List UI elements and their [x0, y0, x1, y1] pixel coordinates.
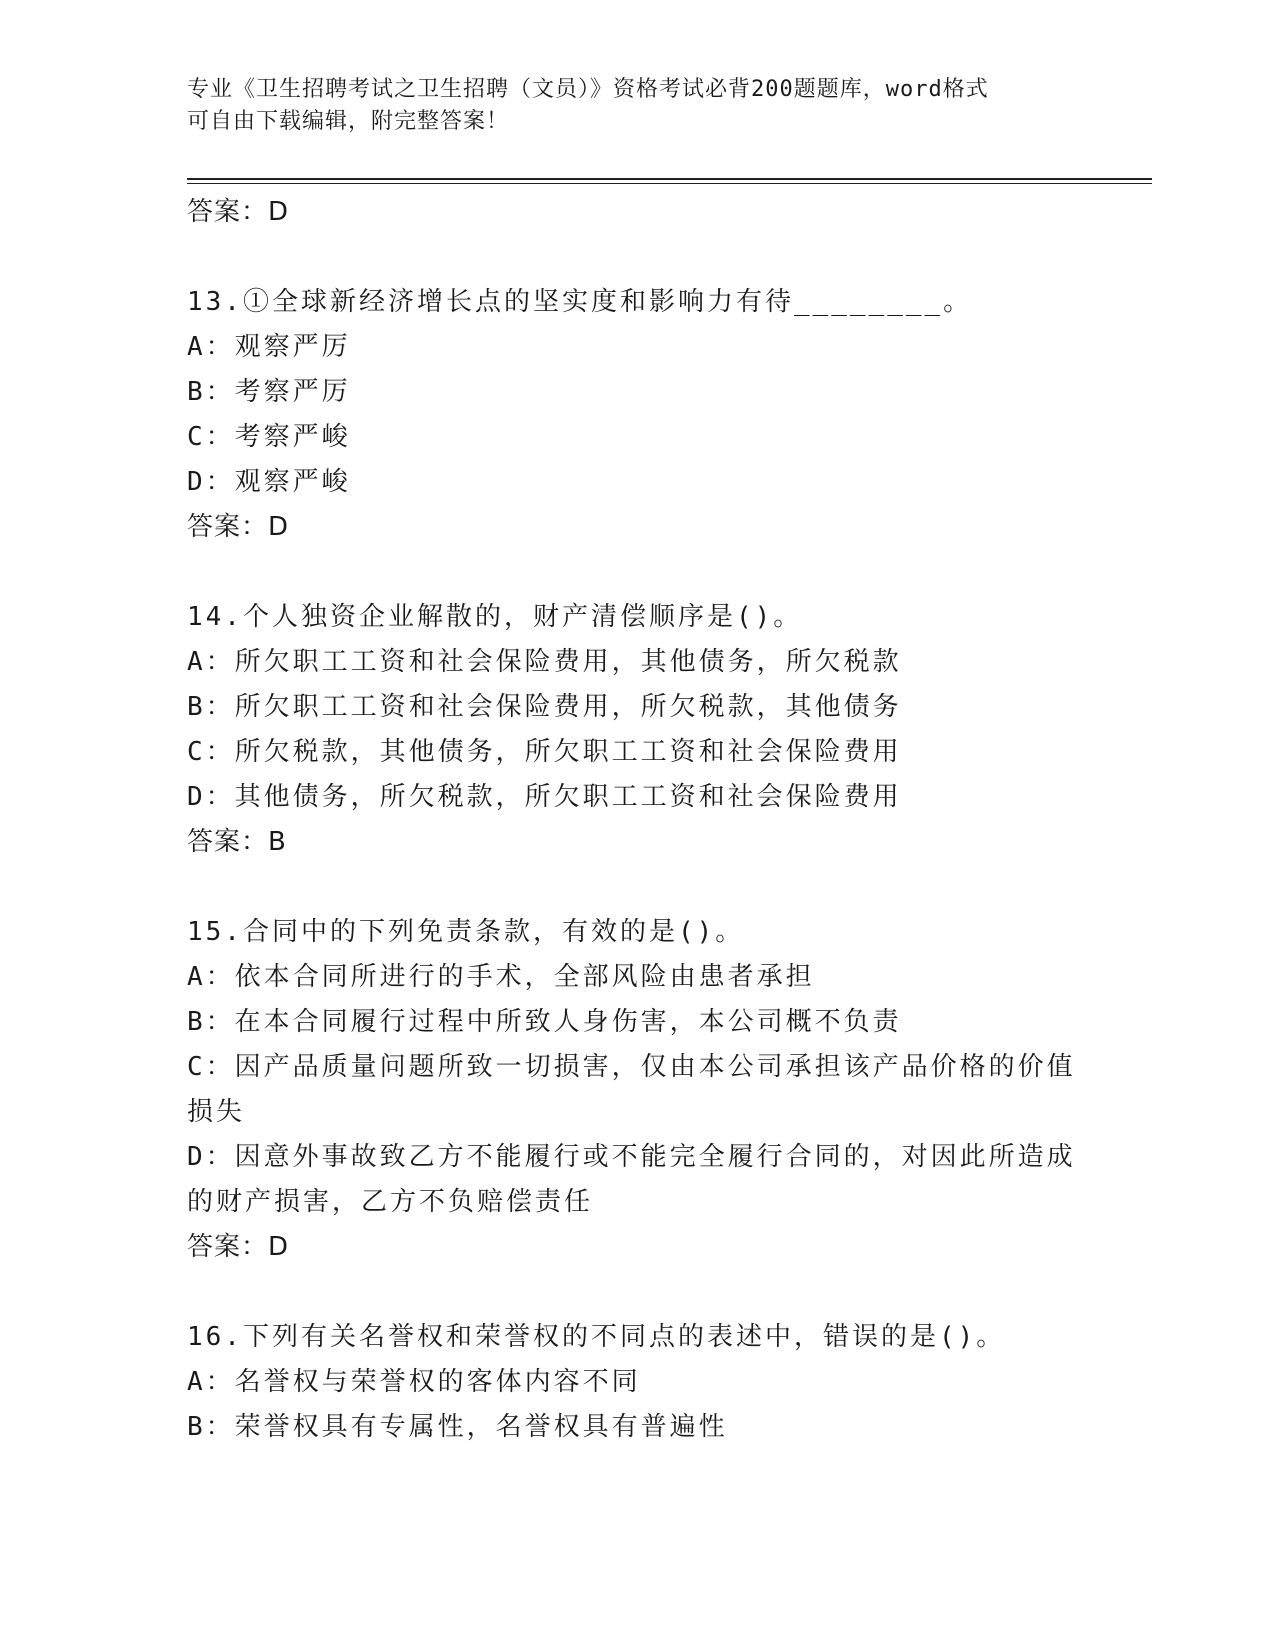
- answer-line: 答案：D: [187, 512, 290, 542]
- option-c-continued: 损失: [187, 1097, 246, 1127]
- header-line-2: 可自由下载编辑，附完整答案！: [187, 109, 510, 134]
- question-list: [187, 190, 1087, 1450]
- question-stem: 15.合同中的下列免责条款，有效的是()。: [187, 917, 745, 947]
- option-b: B：考察严厉: [187, 377, 351, 407]
- document-header: [187, 74, 1087, 138]
- option-c: C：因产品质量问题所致一切损害，仅由本公司承担该产品价格的价值: [187, 1052, 1076, 1082]
- option-b: B：在本合同履行过程中所致人身伤害，本公司概不负责: [187, 1007, 902, 1037]
- option-a: A：名誉权与荣誉权的客体内容不同: [187, 1367, 641, 1397]
- question-13: [187, 280, 1087, 550]
- option-a: A：所欠职工工资和社会保险费用，其他债务，所欠税款: [187, 647, 902, 677]
- question-16: [187, 1315, 1087, 1450]
- answer-line: 答案：B: [187, 827, 287, 857]
- option-d: D：因意外事故致乙方不能履行或不能完全履行合同的，对因此所造成: [187, 1142, 1076, 1172]
- option-a: A：依本合同所进行的手术，全部风险由患者承担: [187, 962, 815, 992]
- header-divider-thin: [187, 183, 1152, 184]
- option-c: C：所欠税款，其他债务，所欠职工工资和社会保险费用: [187, 737, 902, 767]
- previous-answer: 答案：D: [187, 197, 290, 227]
- option-b: B：所欠职工工资和社会保险费用，所欠税款，其他债务: [187, 692, 902, 722]
- header-divider-thick: [187, 178, 1152, 180]
- option-d: D：观察严峻: [187, 467, 351, 497]
- question-stem: 14.个人独资企业解散的，财产清偿顺序是()。: [187, 602, 803, 632]
- question-stem: 16.下列有关名誉权和荣誉权的不同点的表述中，错误的是()。: [187, 1322, 1006, 1352]
- question-14: [187, 595, 1087, 865]
- option-d-continued: 的财产损害，乙方不负赔偿责任: [187, 1187, 594, 1217]
- option-d: D：其他债务，所欠税款，所欠职工工资和社会保险费用: [187, 782, 902, 812]
- question-stem: 13.①全球新经济增长点的坚实度和影响力有待________。: [187, 287, 973, 317]
- answer-line: 答案：D: [187, 1232, 290, 1262]
- header-line-1: 专业《卫生招聘考试之卫生招聘（文员）》资格考试必背200题题库，word格式: [187, 77, 989, 102]
- option-a: A：观察严厉: [187, 332, 351, 362]
- option-b: B：荣誉权具有专属性，名誉权具有普遍性: [187, 1412, 728, 1442]
- option-c: C：考察严峻: [187, 422, 351, 452]
- question-15: [187, 910, 1087, 1270]
